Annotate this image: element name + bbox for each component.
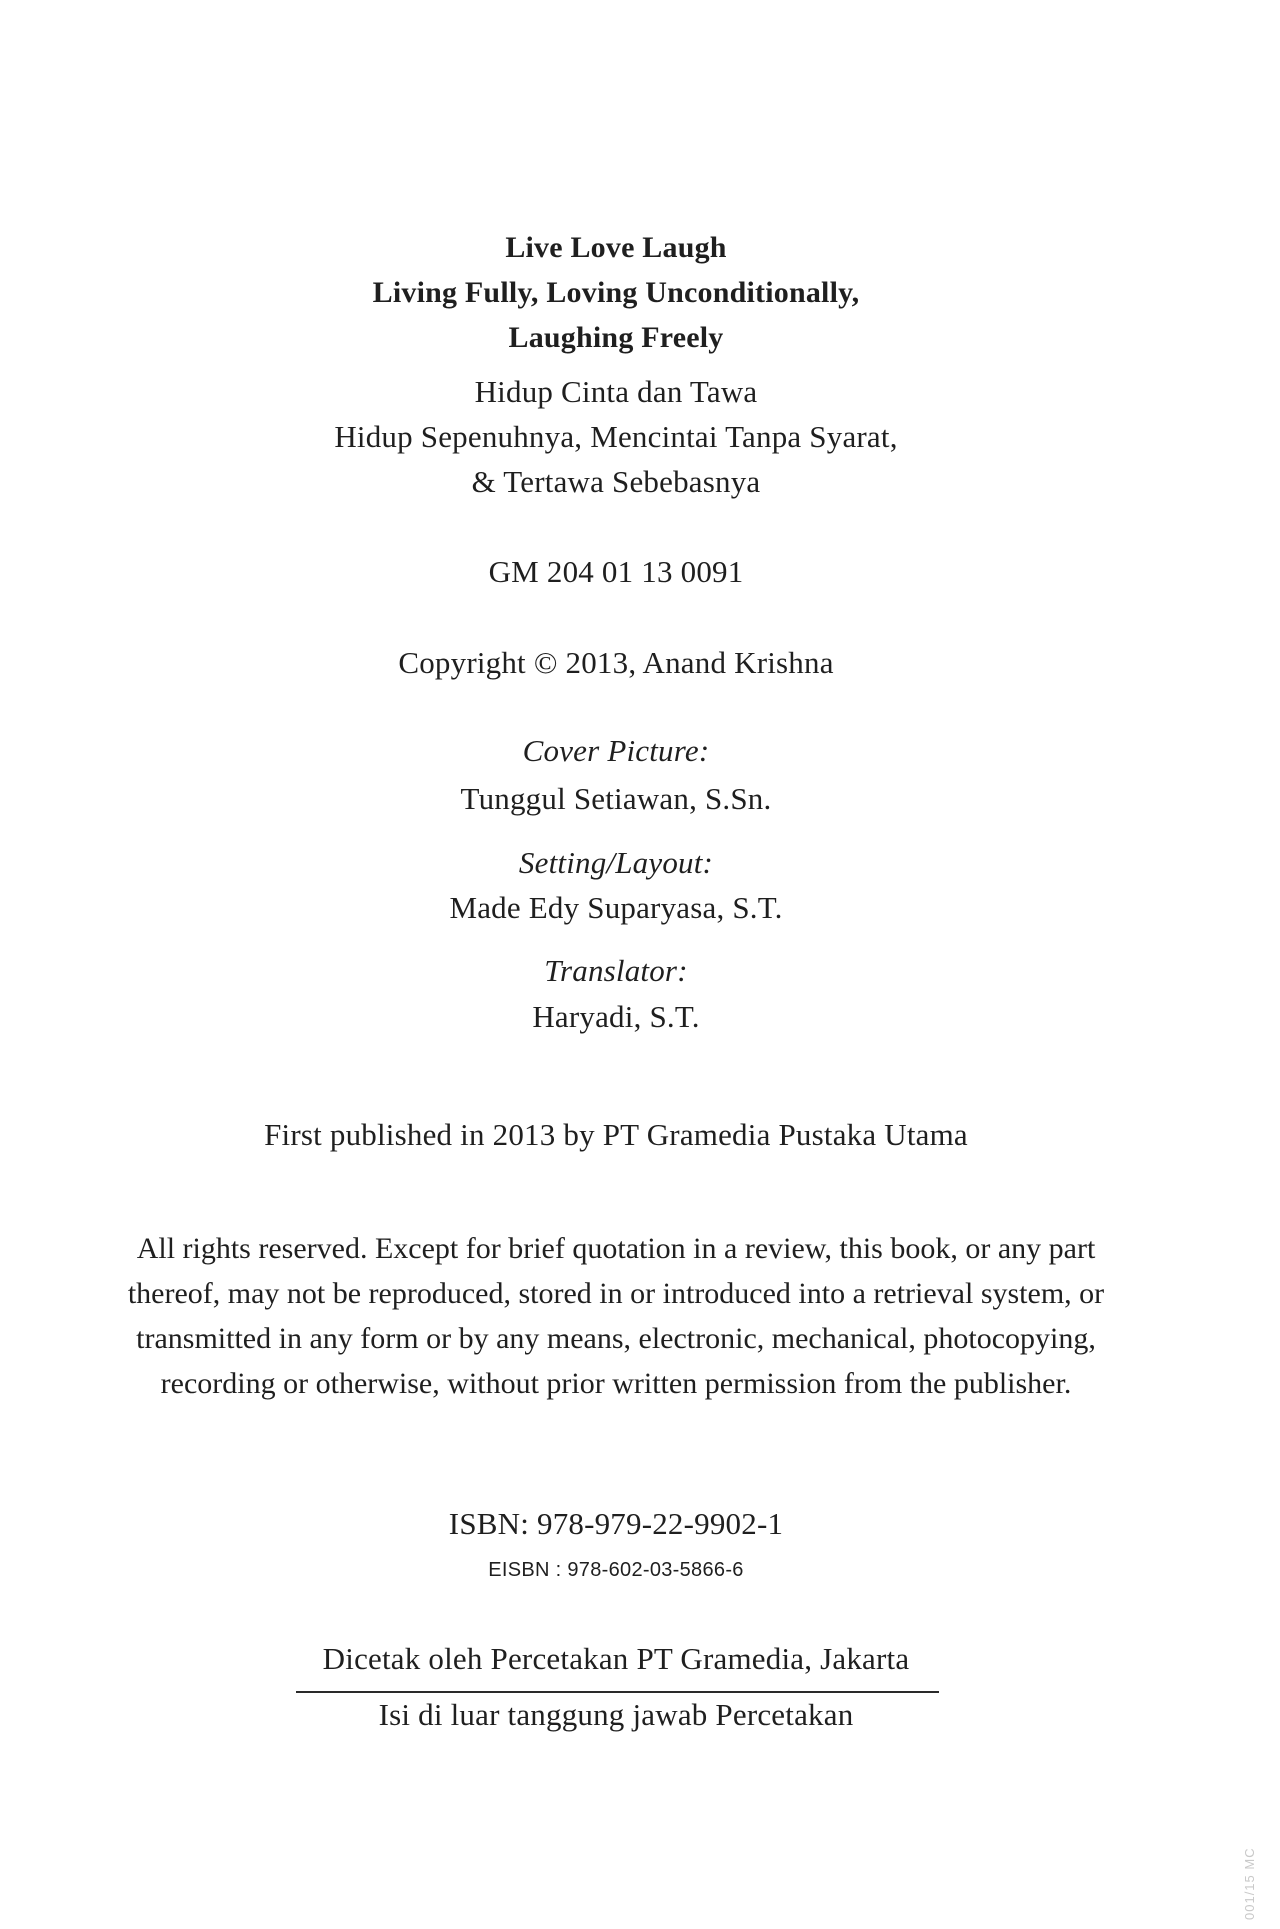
indonesian-subtitle-line1: Hidup Sepenuhnya, Mencintai Tanpa Syarat, [334, 419, 898, 454]
english-title: Live Love Laugh [505, 231, 727, 264]
english-subtitle-line1: Living Fully, Loving Unconditionally, [372, 276, 860, 309]
credit-name-setting-layout: Made Edy Suparyasa, S.T. [449, 890, 783, 925]
isbn: ISBN: 978-979-22-9902-1 [448, 1506, 784, 1541]
responsibility-note: Isi di luar tanggung jawab Percetakan [378, 1697, 854, 1732]
catalog-number: GM 204 01 13 0091 [488, 554, 744, 589]
indonesian-subtitle-line2: & Tertawa Sebebasnya [471, 464, 761, 499]
credit-role-setting-layout: Setting/Layout: [518, 845, 714, 880]
copyright-notice: Copyright © 2013, Anand Krishna [398, 645, 834, 680]
rights-statement: All rights reserved. Except for brief quotation in a review, this book, or any part thereof, may not be reproduced, stored in or introduced into a retrieval system, or transmitted in any form or by any means, electronic, mechanical, photocopying, recording or otherwise, without prior written permission from the publisher. [127, 1232, 1105, 1400]
english-subtitle-line2: Laughing Freely [508, 321, 724, 354]
credit-name-translator: Haryadi, S.T. [532, 999, 700, 1034]
eisbn: EISBN : 978-602-03-5866-6 [488, 1559, 744, 1581]
printer-divider [296, 1691, 939, 1693]
credit-role-translator: Translator: [544, 953, 688, 988]
scan-watermark: 001/15 MC [1242, 1847, 1257, 1920]
printer-notice: Dicetak oleh Percetakan PT Gramedia, Jakarta [322, 1641, 910, 1676]
indonesian-title: Hidup Cinta dan Tawa [474, 374, 758, 409]
credit-name-cover-picture: Tunggul Setiawan, S.Sn. [460, 781, 772, 816]
first-published-notice: First published in 2013 by PT Gramedia Pustaka Utama [264, 1117, 968, 1152]
credit-role-cover-picture: Cover Picture: [522, 733, 710, 768]
